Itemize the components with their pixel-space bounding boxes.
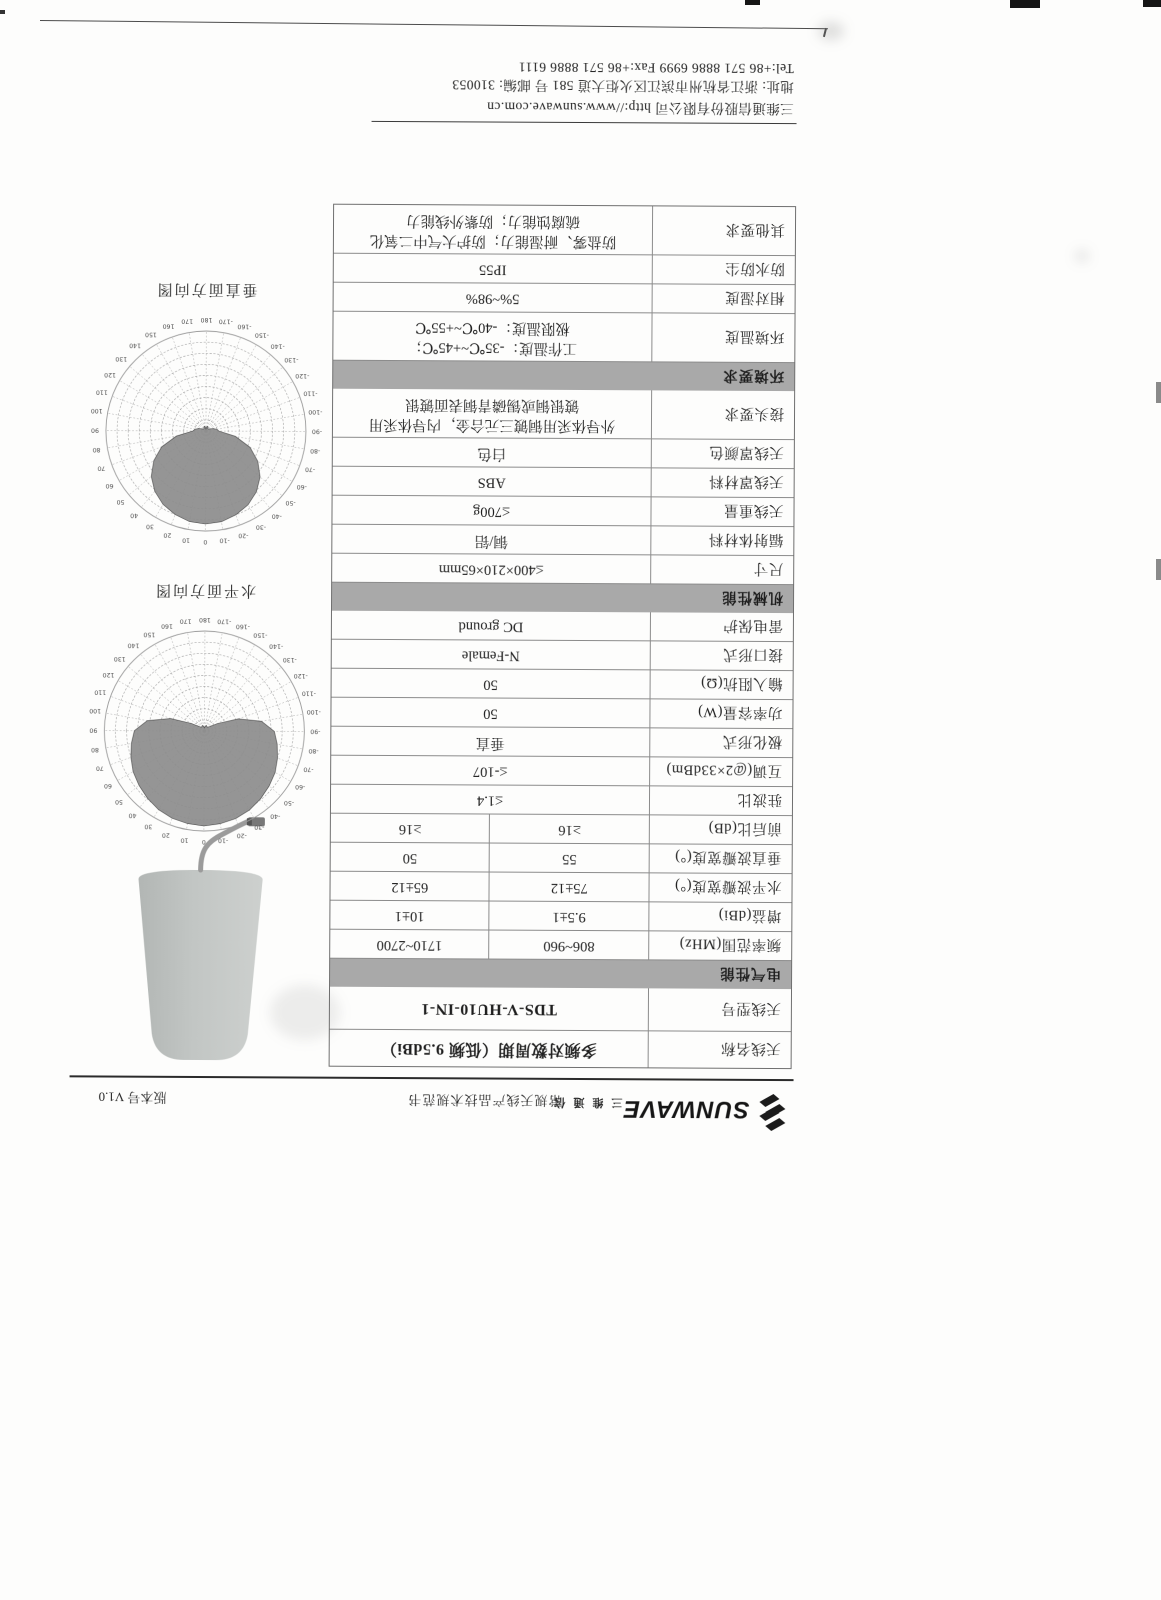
row-label: 雷电保护 <box>650 612 793 641</box>
scan-mark <box>1143 0 1161 7</box>
horizontal-pattern-chart <box>79 605 330 856</box>
table-row <box>333 467 794 498</box>
svg-text:150: 150 <box>145 330 157 338</box>
footer-phone: Tel:+86 571 8886 6999 Fax:+86 571 8886 6111 <box>518 59 794 77</box>
svg-text:50: 50 <box>116 497 125 505</box>
table-row <box>332 669 793 700</box>
svg-text:-30: -30 <box>254 823 265 831</box>
row-value: 铜/铝 <box>474 532 508 549</box>
table-row <box>330 987 791 1032</box>
svg-text:-20: -20 <box>236 831 247 839</box>
svg-text:160: 160 <box>161 622 173 630</box>
svg-text:170: 170 <box>179 617 192 625</box>
svg-text:-70: -70 <box>303 765 314 773</box>
svg-text:-100: -100 <box>308 408 323 416</box>
svg-text:-160: -160 <box>237 322 252 330</box>
row-value: ABS <box>477 474 506 491</box>
table-row <box>334 254 795 285</box>
svg-text:-50: -50 <box>283 798 295 806</box>
table-row <box>333 438 794 469</box>
svg-text:80: 80 <box>92 445 101 453</box>
svg-text:-90: -90 <box>310 727 321 735</box>
table-row <box>332 525 793 556</box>
svg-text:90: 90 <box>89 726 98 734</box>
table-row <box>332 640 793 671</box>
table-row <box>334 283 795 314</box>
svg-text:-110: -110 <box>301 689 316 697</box>
vertical-pattern-caption: 垂直面方向图 <box>155 280 258 298</box>
svg-text:-70: -70 <box>304 465 316 473</box>
row-value: 10±1 <box>330 901 490 930</box>
row-value: 防盐雾、耐湿能力；防护大气中二氧化 硫腐蚀能力；防紫外线能力 <box>369 212 617 249</box>
svg-text:-110: -110 <box>303 389 318 397</box>
scan-smudge <box>1075 250 1089 262</box>
svg-text:10: 10 <box>182 536 191 544</box>
svg-text:60: 60 <box>103 782 112 790</box>
table-row <box>332 496 793 527</box>
svg-text:-50: -50 <box>285 498 296 506</box>
svg-text:-40: -40 <box>270 812 281 820</box>
svg-text:60: 60 <box>105 482 114 490</box>
svg-text:170: 170 <box>181 317 194 325</box>
svg-text:-40: -40 <box>271 512 282 520</box>
row-value: 806~960 <box>543 937 595 954</box>
svg-text:110: 110 <box>95 388 108 396</box>
row-value: 50 <box>331 843 491 872</box>
svg-text:10: 10 <box>180 836 189 844</box>
svg-text:100: 100 <box>89 707 102 715</box>
row-label: 天线重量 <box>650 497 793 526</box>
row-value: 9.5±1 <box>552 908 586 925</box>
table-row <box>331 727 792 758</box>
svg-text:-130: -130 <box>284 356 299 364</box>
row-value: ≤-107 <box>472 763 508 780</box>
svg-text:140: 140 <box>127 641 140 649</box>
row-value: 1710~2700 <box>330 930 490 959</box>
svg-text:-140: -140 <box>269 642 284 650</box>
row-label: 功率容量(W) <box>649 699 792 728</box>
table-row <box>331 814 792 845</box>
svg-text:100: 100 <box>90 407 103 415</box>
table-row <box>331 785 792 816</box>
scan-smudge <box>270 985 340 1040</box>
table-row <box>331 698 792 729</box>
row-value: 垂直 <box>475 734 505 751</box>
row-value: 外导体采用铜镀三元合金，内导体采用 镀银铜或锡磷青铜表面镀银 <box>368 396 616 433</box>
row-value: IP55 <box>479 261 507 278</box>
row-value: DC ground <box>458 618 524 635</box>
row-label: 输入阻抗(Ω) <box>650 670 793 699</box>
row-value: ≥16 <box>558 821 581 838</box>
header-subtitle: 常规天线产品技术规范书 <box>407 1092 562 1108</box>
row-label: 天线名称 <box>648 1031 791 1068</box>
svg-text:160: 160 <box>162 322 175 330</box>
svg-text:50: 50 <box>114 797 123 805</box>
row-value: ≥16 <box>331 814 491 843</box>
svg-text:-150: -150 <box>254 331 269 339</box>
svg-text:70: 70 <box>95 764 104 772</box>
svg-text:20: 20 <box>161 831 170 839</box>
table-row <box>330 872 791 903</box>
row-label: 增益(dBi) <box>648 902 791 931</box>
row-value: 55 <box>562 850 577 867</box>
row-label: 接头要求 <box>651 390 794 439</box>
spec-table <box>329 204 797 1069</box>
row-label: 接口形式 <box>650 641 793 670</box>
svg-text:-80: -80 <box>310 446 321 454</box>
row-label: 相对湿度 <box>652 284 795 313</box>
table-row <box>330 930 791 961</box>
svg-text:-60: -60 <box>295 783 306 791</box>
footer-rule <box>372 121 797 124</box>
table-row <box>332 611 793 642</box>
table-row <box>330 1030 791 1068</box>
table-row <box>331 756 792 787</box>
svg-text:0: 0 <box>201 838 206 846</box>
svg-text:-80: -80 <box>308 746 319 754</box>
scan-mark <box>0 10 5 14</box>
svg-text:-160: -160 <box>235 622 250 630</box>
table-row <box>334 205 795 256</box>
svg-text:40: 40 <box>128 811 137 819</box>
svg-text:-20: -20 <box>238 531 249 539</box>
scan-mark <box>745 0 760 5</box>
version-label: 版本号 V1.0 <box>98 1089 167 1105</box>
sunwave-logo-icon <box>751 1091 791 1133</box>
svg-text:-150: -150 <box>253 631 268 639</box>
svg-text:-120: -120 <box>293 671 308 680</box>
row-label: 尺寸 <box>650 555 793 584</box>
svg-text:30: 30 <box>144 822 153 830</box>
row-value: ≤400×210×65mm <box>438 561 544 578</box>
row-value: 5%~98% <box>465 290 520 307</box>
svg-text:120: 120 <box>104 371 117 379</box>
svg-text:90: 90 <box>90 426 99 434</box>
row-value: 75±12 <box>550 879 588 896</box>
table-section-header: 环境要求 <box>333 361 794 391</box>
footer-company: 三维通信股份有限公司 http://www.sunwave.com.cn <box>486 99 794 117</box>
scan-smudge <box>818 22 844 40</box>
svg-text:-170: -170 <box>218 317 233 325</box>
row-value: N-Female <box>461 647 520 664</box>
row-value: ≤1.4 <box>476 792 504 809</box>
vertical-pattern-chart <box>80 305 331 556</box>
row-value: 工作温度：-35℃~+45℃； 极限温度：-40℃~+55℃ <box>407 319 578 356</box>
svg-text:-30: -30 <box>255 523 266 531</box>
row-label: 天线罩颜色 <box>651 439 794 468</box>
scan-mark <box>1010 0 1040 8</box>
row-value: TDS-V-HU10-IN-1 <box>420 999 557 1018</box>
row-label: 驻波比 <box>649 786 792 815</box>
row-label: 天线型号 <box>648 988 791 1031</box>
svg-text:150: 150 <box>143 630 156 638</box>
row-value: 白色 <box>477 445 507 462</box>
table-row <box>332 554 793 585</box>
table-row <box>331 843 792 874</box>
svg-text:110: 110 <box>94 688 107 696</box>
svg-text:180: 180 <box>200 316 213 324</box>
row-label: 水平波瓣宽度(°) <box>648 873 791 902</box>
svg-text:40: 40 <box>130 511 139 519</box>
horizontal-pattern-caption: 水平面方向图 <box>154 581 257 599</box>
header-rule <box>70 1075 794 1081</box>
svg-text:30: 30 <box>145 522 154 530</box>
table-row <box>333 389 794 440</box>
svg-text:20: 20 <box>163 531 172 539</box>
svg-text:-140: -140 <box>270 342 285 350</box>
svg-text:140: 140 <box>129 341 141 349</box>
svg-text:120: 120 <box>102 670 115 679</box>
row-label: 天线罩材料 <box>651 468 794 497</box>
row-value: 50 <box>483 705 498 722</box>
svg-text:-100: -100 <box>306 708 321 716</box>
svg-text:-60: -60 <box>296 483 307 491</box>
table-section-header: 机械性能 <box>332 583 793 613</box>
svg-text:-90: -90 <box>311 427 323 435</box>
row-label: 防水防尘 <box>652 255 795 284</box>
scan-dash <box>1156 382 1161 403</box>
svg-text:70: 70 <box>97 464 106 472</box>
row-label: 其他要求 <box>652 206 795 255</box>
svg-text:0: 0 <box>203 538 208 546</box>
svg-text:80: 80 <box>90 745 99 753</box>
footer-address: 地址: 浙江省杭州市滨江区火炬大道 581 号 邮编: 310053 <box>451 77 794 95</box>
svg-text:-120: -120 <box>295 372 310 380</box>
svg-text:-10: -10 <box>217 836 229 844</box>
row-label: 环境温度 <box>651 313 794 362</box>
svg-text:-10: -10 <box>219 536 230 544</box>
row-label: 极化形式 <box>649 728 792 757</box>
row-value: 50 <box>483 676 498 693</box>
row-label: 互调(@2×33dBm) <box>649 757 792 786</box>
svg-text:130: 130 <box>115 355 128 363</box>
scan-dash <box>1156 559 1161 580</box>
logo-wordmark: SUNWAVE <box>622 1095 750 1123</box>
table-row <box>330 901 791 932</box>
row-value: 多频对数周期（低频 9.5dBi） <box>380 1039 598 1058</box>
svg-text:-130: -130 <box>282 656 297 664</box>
logo-chinese-name: 三维通信 <box>546 1095 623 1109</box>
row-value: ≤700g <box>472 503 511 520</box>
svg-text:130: 130 <box>113 655 126 663</box>
svg-text:180: 180 <box>199 616 211 624</box>
row-label: 前后比(dB) <box>649 815 792 844</box>
table-section-header: 电气性能 <box>330 959 791 989</box>
table-row <box>333 312 794 363</box>
svg-text:-170: -170 <box>217 617 232 625</box>
row-label: 辐射体材料 <box>650 526 793 555</box>
row-label: 频率范围(MHz) <box>648 931 791 960</box>
row-value: 65±12 <box>330 872 490 901</box>
row-label: 垂直波瓣宽度(°) <box>649 844 792 873</box>
